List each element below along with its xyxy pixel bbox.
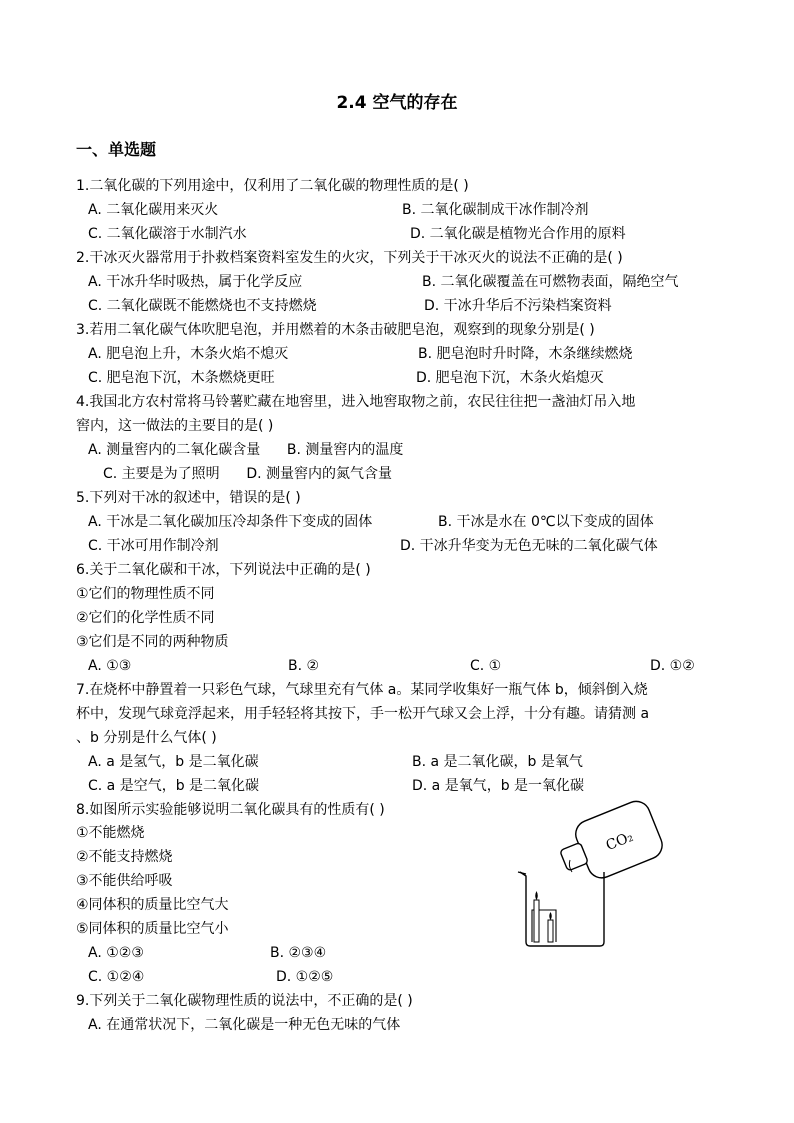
question-1-stem: 1.二氧化碳的下列用途中，仅利用了二氧化碳的物理性质的是( ): [76, 178, 469, 194]
section-heading: 一、单选题: [76, 140, 157, 159]
candle-tall: [534, 891, 539, 942]
question-9-stem: 9.下列关于二氧化碳物理性质的说法中，不正确的是( ): [76, 993, 413, 1009]
page-title: 2.4 空气的存在: [336, 93, 458, 113]
question-6-statement-2: ②它们的化学性质不同: [76, 610, 215, 626]
question-5-option-a: A. 干冰是二氧化碳加压冷却条件下变成的固体: [88, 514, 373, 530]
question-8-option-b: B. ②③④: [270, 945, 327, 961]
question-5-option-b: B. 干冰是水在 0℃以下变成的固体: [438, 514, 654, 530]
question-7-stem-line-1: 7.在烧杯中静置着一只彩色气球，气球里充有气体 a。某同学收集好一瓶气体 b，倾斜倒入烧: [76, 682, 648, 698]
question-8-option-d: D. ①②⑤: [276, 969, 334, 985]
question-4-options-ab: A. 测量窖内的二氧化碳含量 B. 测量窖内的温度: [88, 442, 404, 458]
question-7-option-b: B. a 是二氧化碳，b 是氧气: [412, 754, 583, 770]
question-1-option-c: C. 二氧化碳溶于水制汽水: [88, 226, 247, 242]
question-3-option-b: B. 肥皂泡时升时降，木条继续燃烧: [418, 346, 633, 362]
question-8-statement-2: ②不能支持燃烧: [76, 849, 173, 865]
question-6-option-b: B. ②: [288, 658, 320, 674]
question-9-option-a: A. 在通常状况下，二氧化碳是一种无色无味的气体: [88, 1017, 401, 1033]
co2-bottle: [553, 797, 666, 889]
question-8-option-a: A. ①②③: [88, 945, 144, 961]
question-5-option-d: D. 干冰升华变为无色无味的二氧化碳气体: [400, 538, 658, 554]
question-8-stem: 8.如图所示实验能够说明二氧化碳具有的性质有( ): [76, 802, 385, 818]
beaker: [518, 872, 604, 946]
question-8-statement-4: ④同体积的质量比空气大: [76, 897, 229, 913]
question-2-option-c: C. 二氧化碳既不能燃烧也不支持燃烧: [88, 298, 317, 314]
question-6-option-d: D. ①②: [650, 658, 695, 674]
question-7-option-a: A. a 是氢气，b 是二氧化碳: [88, 754, 259, 770]
co2-beaker-figure: [508, 792, 668, 952]
question-4-stem-line-1: 4.我国北方农村常将马铃薯贮藏在地窖里，进入地窖取物之前，农民往往把一盏油灯吊入地: [76, 394, 636, 410]
question-7-stem-line-2: 杯中，发现气球竟浮起来，用手轻轻将其按下，手一松开气球又会上浮，十分有趣。请猜测 a: [76, 706, 650, 722]
question-1-option-a: A. 二氧化碳用来灭火: [88, 202, 219, 218]
question-3-option-d: D. 肥皂泡下沉，木条火焰熄灭: [416, 370, 604, 386]
question-7-stem-line-3: 、b 分别是什么气体( ): [76, 730, 217, 746]
question-3-stem: 3.若用二氧化碳气体吹肥皂泡，并用燃着的木条击破肥皂泡，观察到的现象分别是( ): [76, 322, 595, 338]
question-7-option-c: C. a 是空气，b 是二氧化碳: [88, 778, 260, 794]
question-5-stem: 5.下列对干冰的叙述中，错误的是( ): [76, 490, 301, 506]
question-1-option-b: B. 二氧化碳制成干冰作制冷剂: [402, 202, 589, 218]
question-4-options-cd: C. 主要是为了照明 D. 测量窖内的氮气含量: [103, 466, 393, 482]
question-5-option-c: C. 干冰可用作制冷剂: [88, 538, 219, 554]
question-3-option-a: A. 肥皂泡上升，木条火焰不熄灭: [88, 346, 289, 362]
question-6-option-c: C. ①: [470, 658, 502, 674]
question-8-statement-3: ③不能供给呼吸: [76, 873, 173, 889]
question-2-stem: 2.干冰灭火器常用于扑救档案资料室发生的火灾，下列关于干冰灭火的说法不正确的是( ): [76, 250, 623, 266]
candle-short: [548, 912, 553, 942]
question-4-stem-line-2: 窖内，这一做法的主要目的是( ): [76, 418, 274, 434]
question-6-stem: 6.关于二氧化碳和干冰，下列说法中正确的是( ): [76, 562, 371, 578]
question-7-option-d: D. a 是氧气，b 是一氧化碳: [412, 778, 585, 794]
question-6-option-a: A. ①③: [88, 658, 132, 674]
question-8-option-c: C. ①②④: [88, 969, 145, 985]
question-2-option-b: B. 二氧化碳覆盖在可燃物表面，隔绝空气: [422, 274, 679, 290]
question-6-statement-1: ①它们的物理性质不同: [76, 586, 215, 602]
question-8-statement-5: ⑤同体积的质量比空气小: [76, 921, 229, 937]
co2-label: CO₂: [603, 828, 636, 855]
question-6-statement-3: ③它们是不同的两种物质: [76, 634, 229, 650]
question-2-option-d: D. 干冰升华后不污染档案资料: [424, 298, 612, 314]
question-1-option-d: D. 二氧化碳是植物光合作用的原料: [410, 226, 626, 242]
question-3-option-c: C. 肥皂泡下沉，木条燃烧更旺: [88, 370, 275, 386]
question-8-statement-1: ①不能燃烧: [76, 825, 145, 841]
question-2-option-a: A. 干冰升华时吸热，属于化学反应: [88, 274, 303, 290]
